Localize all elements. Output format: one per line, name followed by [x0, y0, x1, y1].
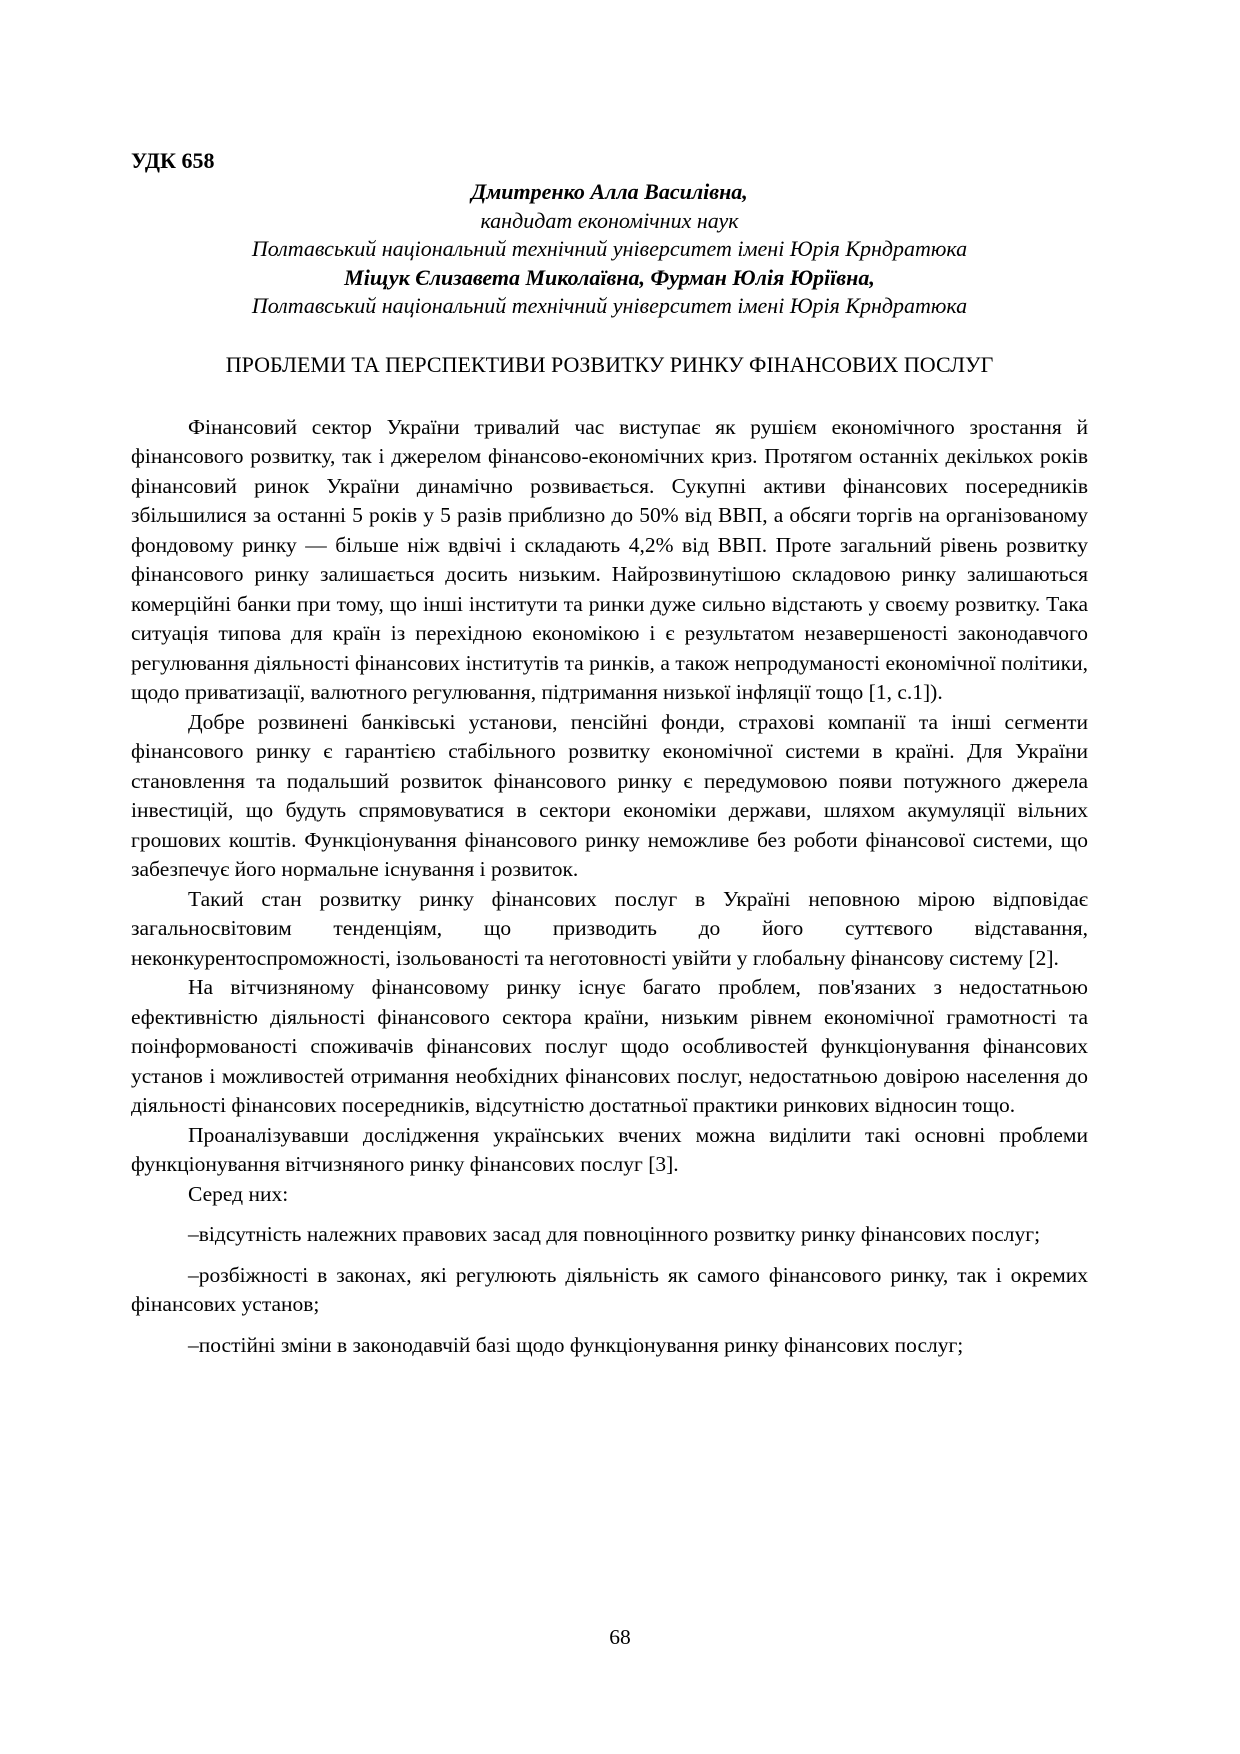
paragraph-5: Проаналізувавши дослідження українських вчених можна виділити такі основні проблеми функціонування вітчизняного ринку фінансових послуг [3]. — [131, 1122, 1088, 1176]
authors-block — [131, 178, 1088, 321]
udc-code: УДК 658 — [131, 148, 215, 173]
article-body — [131, 413, 1088, 1361]
author-degree: кандидат економічних наук — [480, 207, 739, 233]
affiliation-1: Полтавський національний технічний університет імені Юрія Крндратюка — [251, 236, 968, 261]
author-name-1: Дмитренко Алла Василівна, — [471, 179, 748, 204]
list-item-2: –розбіжності в законах, які регулюють діяльність як самого фінансового ринку, так і окремих фінансових установ; — [131, 1262, 1088, 1316]
author-name-2: Міщук Єлизавета Миколаївна, Фурман Юлія Юріївна, — [344, 264, 875, 290]
paragraph-4: На вітчизняному фінансовому ринку існує багато проблем, пов'язаних з недостатньою ефективністю діяльності фінансового сектора країни, низьким рівнем економічної грамотності та поінформованості споживачів фінансових послуг щодо особливостей функціонування фінансових установ і можливостей отримання необхідних фінансових послуг, недостатньою довірою населення до діяльності фінансових посередників, відсутністю достатньої практики ринкових відносин тощо. — [131, 975, 1088, 1117]
list-item-3: –постійні зміни в законодавчій базі щодо функціонування ринку фінансових послуг; — [188, 1332, 964, 1357]
paragraph-1: Фінансовий сектор України тривалий час виступає як рушієм економічного зростання й фінансового розвитку, так і джерелом фінансово-економічних криз. Протягом останніх декількох років фінансовий ринок України динамічно розвивається. Сукупні активи фінансових посередників збільшилися за останні 5 років у 5 разів приблизно до 50% від ВВП, а обсяги торгів на організованому фондовому ринку — більше ніж вдвічі і складають 4,2% від ВВП. Проте загальний рівень розвитку фінансового ринку залишається досить низьким. Найрозвинутішою складовою ринку залишаються комерційні банки при тому, що інші інститути та ринки дуже сильно відстають у своєму розвитку. Така ситуація типова для країн із перехідною економікою і є результатом незавершеності законодавчого регулювання діяльності фінансових інститутів та ринків, а також непродуманості економічної політики, щодо приватизації, валютного регулювання, підтримання низької інфляції тощо [1, с.1]). — [131, 414, 1088, 704]
page-content — [131, 0, 1088, 1360]
list-item-1: –відсутність належних правових засад для повноцінного розвитку ринку фінансових послуг; — [188, 1222, 1041, 1246]
paragraph-2: Добре розвинені банківські установи, пенсійні фонди, страхові компанії та інші сегменти фінансового ринку є гарантією стабільного розвитку економічної системи в країні. Для України становлення та подальший розвиток фінансового ринку є передумовою появи потужного джерела інвестицій, що будуть спрямовуватися в сектори економіки держави, шляхом акумуляції вільних грошових коштів. Функціонування фінансового ринку неможливе без роботи фінансової системи, що забезпечує його нормальне існування і розвиток. — [131, 709, 1088, 881]
paragraph-6: Серед них: — [188, 1181, 289, 1206]
paragraph-3: Такий стан розвитку ринку фінансових послуг в Україні неповною мірою відповідає загальносвітовим тенденціям, що призводить до його суттєвого відставання, неконкурентоспроможності, ізольованості та неготовності увійти у глобальну фінансову систему [2]. — [131, 886, 1088, 970]
page-number: 68 — [609, 1625, 631, 1649]
article-title: ПРОБЛЕМИ ТА ПЕРСПЕКТИВИ РОЗВИТКУ РИНКУ ФІНАНСОВИХ ПОСЛУГ — [225, 351, 994, 377]
affiliation-2: Полтавський національний технічний університет імені Юрія Крндратюка — [251, 293, 968, 318]
